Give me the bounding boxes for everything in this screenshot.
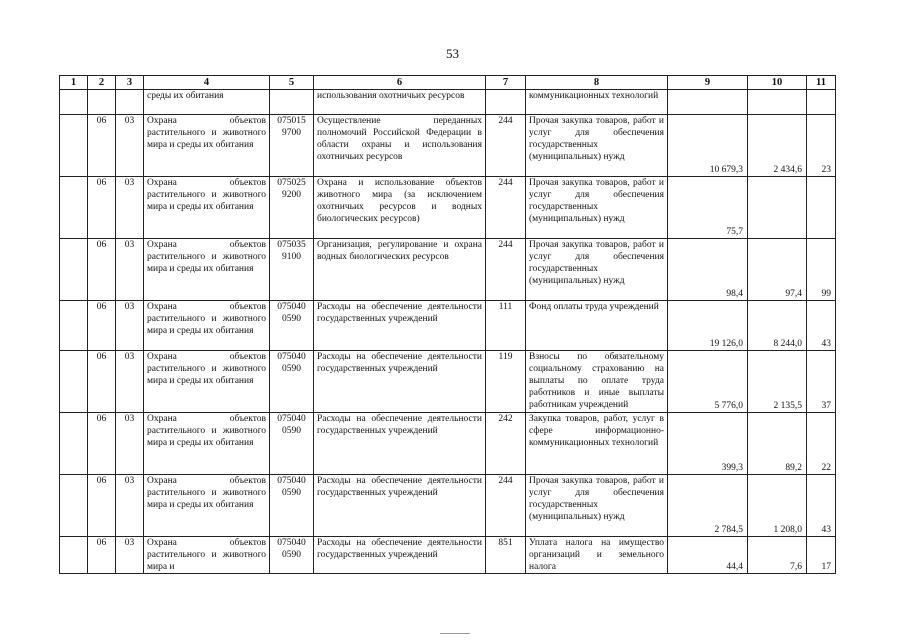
cell-plan: 44,4: [668, 537, 748, 574]
cell-expense-code: 111: [486, 301, 526, 351]
cell-subsection: 03: [116, 475, 144, 537]
page-footer-mark: [440, 633, 470, 636]
cell-subsection: 03: [116, 351, 144, 413]
cell-purpose: Охрана объектов растительного и животного мира и среды их обитания: [144, 177, 270, 239]
cell-section: 06: [88, 475, 116, 537]
cell-description: Организация, регулирование и охрана водных биологических ресурсов: [314, 239, 486, 301]
cell-subsection: 03: [116, 115, 144, 177]
cell-description: Расходы на обеспечение деятельности государственных учреждений: [314, 413, 486, 475]
cell-purpose: Охрана объектов растительного и животного мира и среды их обитания: [144, 301, 270, 351]
cell-target-code: 075040 0590: [270, 475, 314, 537]
table-row: [60, 537, 836, 574]
cell-section: 06: [88, 115, 116, 177]
cell-subsection: 03: [116, 301, 144, 351]
cell-section: 06: [88, 301, 116, 351]
cell-target-code: 075040 0590: [270, 351, 314, 413]
cell-section: 06: [88, 351, 116, 413]
col-header: 6: [314, 76, 486, 90]
cell-expense-code: 119: [486, 351, 526, 413]
cell-description: использования охотничьих ресурсов: [314, 90, 486, 115]
cell-purpose: Охрана объектов растительного и животного мира и: [144, 537, 270, 574]
cell-percent: 22: [807, 413, 836, 475]
cell-description: Расходы на обеспечение деятельности государственных учреждений: [314, 537, 486, 574]
cell-expense-code: 244: [486, 475, 526, 537]
cell-actual: 8 244,0: [748, 301, 807, 351]
table-row: [60, 239, 836, 301]
table-row: [60, 301, 836, 351]
cell-purpose: Охрана объектов растительного и животного мира и среды их обитания: [144, 413, 270, 475]
cell-target-code: 075040 0590: [270, 413, 314, 475]
cell-purpose: Охрана объектов растительного и животного мира и среды их обитания: [144, 475, 270, 537]
cell-purpose: среды их обитания: [144, 90, 270, 115]
table-row: [60, 413, 836, 475]
cell-section: 06: [88, 413, 116, 475]
cell-subsection: 03: [116, 413, 144, 475]
cell-actual: 2 434,6: [748, 115, 807, 177]
cell-actual: 2 135,5: [748, 351, 807, 413]
col-header: 9: [668, 76, 748, 90]
page-number: 53: [446, 46, 459, 61]
col-header: 8: [526, 76, 668, 90]
header-row: [60, 76, 836, 90]
budget-table: [59, 75, 836, 574]
cell-target-code: 075035 9100: [270, 239, 314, 301]
col-header: 10: [748, 76, 807, 90]
cell-percent: 99: [807, 239, 836, 301]
col-header: 11: [807, 76, 836, 90]
cell-expense-type: Прочая закупка товаров, работ и услуг для обеспечения государственных (муниципальных) нужд: [526, 115, 668, 177]
cell-percent: 17: [807, 537, 836, 574]
col-header: 2: [88, 76, 116, 90]
cell-plan: 10 679,3: [668, 115, 748, 177]
cell-plan: 399,3: [668, 413, 748, 475]
cell-expense-type: Взносы по обязательному социальному страхованию на выплаты по оплате труда работников и иные выплаты работникам учреждений: [526, 351, 668, 413]
cell-actual: 7,6: [748, 537, 807, 574]
cell-description: Осуществление переданных полномочий Российской Федерации в области охраны и использования охотничьих ресурсов: [314, 115, 486, 177]
cell-expense-type: Уплата налога на имущество организаций и земельного налога: [526, 537, 668, 574]
cell-plan: 5 776,0: [668, 351, 748, 413]
cell-expense-code: 851: [486, 537, 526, 574]
cell-purpose: Охрана объектов растительного и животного мира и среды их обитания: [144, 351, 270, 413]
col-header: 3: [116, 76, 144, 90]
cell-percent: 43: [807, 301, 836, 351]
cell-description: Расходы на обеспечение деятельности государственных учреждений: [314, 351, 486, 413]
col-header: 7: [486, 76, 526, 90]
cell-percent: 43: [807, 475, 836, 537]
cell-expense-type: Закупка товаров, работ, услуг в сфере информационно-коммуникационных технологий: [526, 413, 668, 475]
cell-expense-type: Прочая закупка товаров, работ и услуг для обеспечения государственных (муниципальных) нужд: [526, 475, 668, 537]
cell-target-code: 075015 9700: [270, 115, 314, 177]
cell-expense-type: Фонд оплаты труда учреждений: [526, 301, 668, 351]
cell-target-code: 075025 9200: [270, 177, 314, 239]
cell-subsection: 03: [116, 537, 144, 574]
cell-expense-type: Прочая закупка товаров, работ и услуг для обеспечения государственных (муниципальных) нужд: [526, 239, 668, 301]
cell-purpose: Охрана объектов растительного и животного мира и среды их обитания: [144, 239, 270, 301]
cell-section: 06: [88, 537, 116, 574]
cell-section: 06: [88, 239, 116, 301]
cell-actual: 97,4: [748, 239, 807, 301]
cell-subsection: 03: [116, 239, 144, 301]
table-row: [60, 351, 836, 413]
cell-expense-code: 244: [486, 177, 526, 239]
cell-expense-code: 244: [486, 115, 526, 177]
cell-expense-type: коммуникационных технологий: [526, 90, 668, 115]
cell-description: Охрана и использование объектов животного мира (за исключением охотничьих ресурсов и водных биологических ресурсов): [314, 177, 486, 239]
table-row: [60, 115, 836, 177]
cell-actual: 89,2: [748, 413, 807, 475]
cell-actual: [748, 177, 807, 239]
col-header: 1: [60, 76, 88, 90]
cell-percent: 23: [807, 115, 836, 177]
col-header: 4: [144, 76, 270, 90]
table-row: [60, 90, 836, 115]
cell-actual: 1 208,0: [748, 475, 807, 537]
cell-target-code: 075040 0590: [270, 537, 314, 574]
cell-expense-code: 242: [486, 413, 526, 475]
cell-plan: 98,4: [668, 239, 748, 301]
cell-percent: [807, 177, 836, 239]
cell-target-code: 075040 0590: [270, 301, 314, 351]
table-row: [60, 177, 836, 239]
cell-plan: 75,7: [668, 177, 748, 239]
cell-purpose: Охрана объектов растительного и животного мира и среды их обитания: [144, 115, 270, 177]
table-row: [60, 475, 836, 537]
cell-expense-type: Прочая закупка товаров, работ и услуг для обеспечения государственных (муниципальных) нужд: [526, 177, 668, 239]
col-header: 5: [270, 76, 314, 90]
cell-plan: 19 126,0: [668, 301, 748, 351]
cell-percent: 37: [807, 351, 836, 413]
cell-plan: 2 784,5: [668, 475, 748, 537]
cell-description: Расходы на обеспечение деятельности государственных учреждений: [314, 301, 486, 351]
cell-subsection: 03: [116, 177, 144, 239]
cell-description: Расходы на обеспечение деятельности государственных учреждений: [314, 475, 486, 537]
cell-section: 06: [88, 177, 116, 239]
cell-expense-code: 244: [486, 239, 526, 301]
